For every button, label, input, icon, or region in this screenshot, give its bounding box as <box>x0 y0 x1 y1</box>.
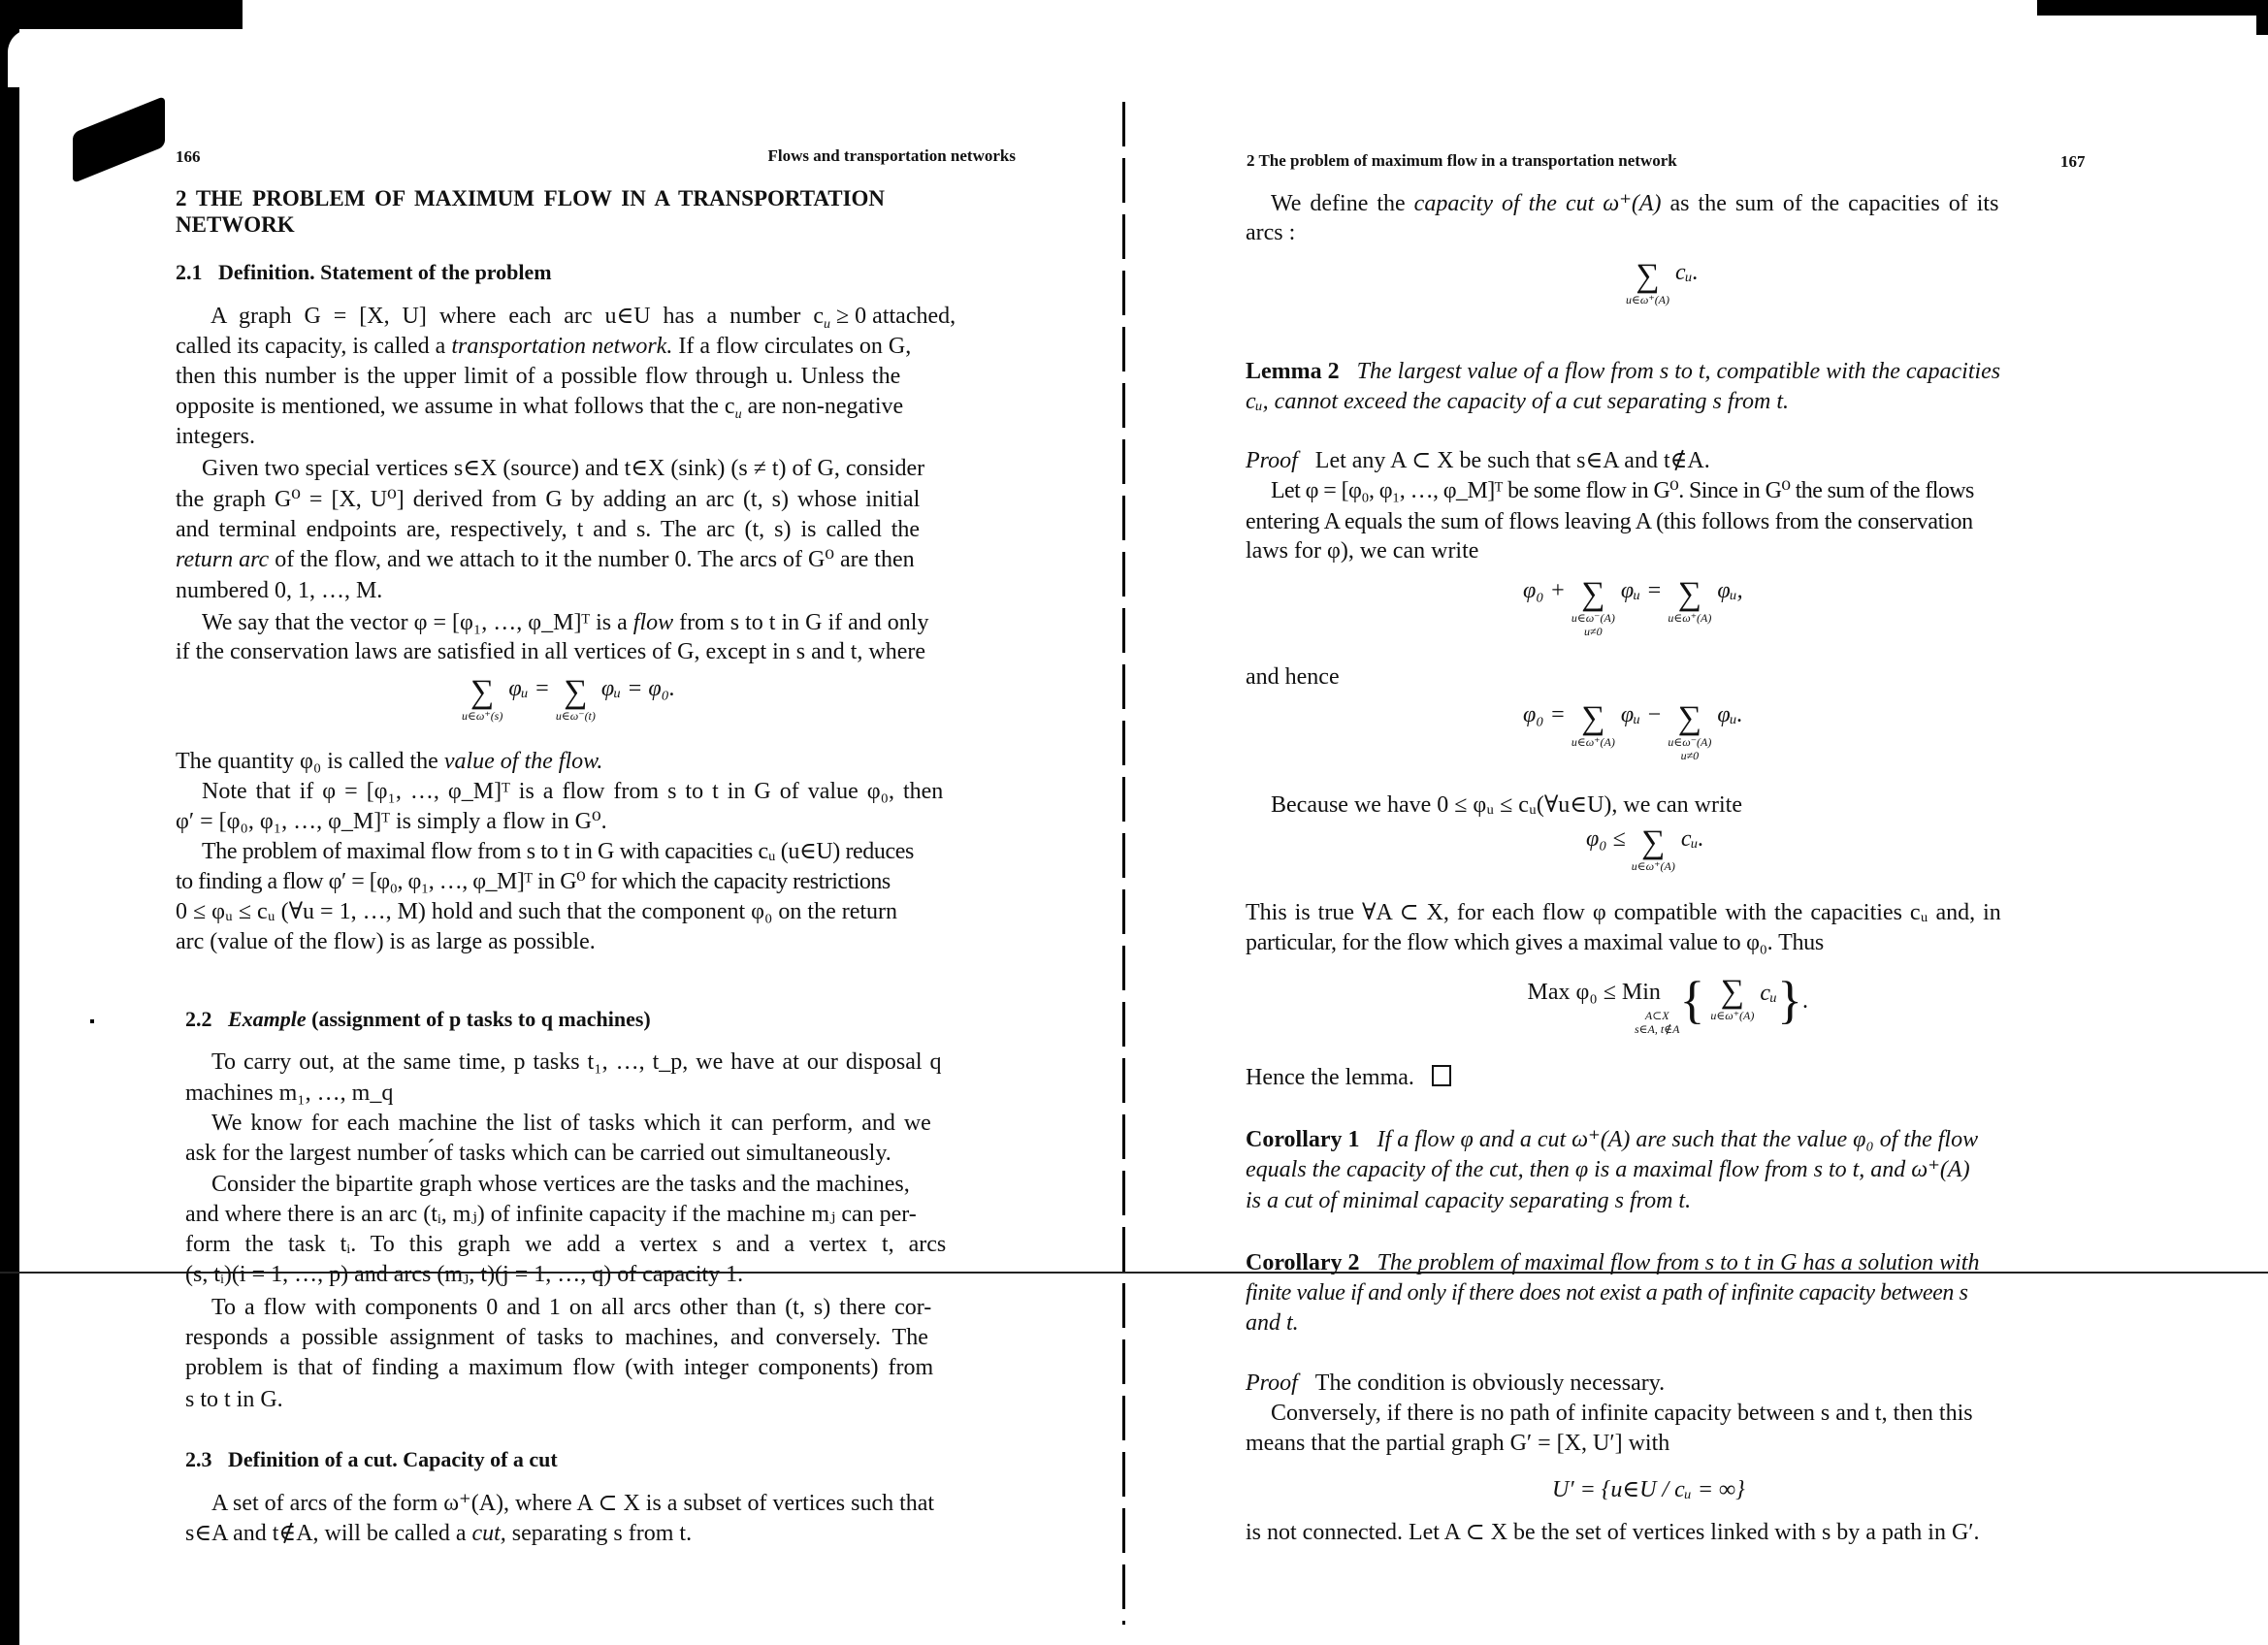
sum-limit: u∈ω⁺(A) <box>1626 293 1670 306</box>
paragraph-line <box>185 1519 692 1548</box>
section-title: Definition of a cut. Capacity of a cut <box>228 1447 558 1471</box>
paragraph-line: problem is that of finding a maximum flow (with integer components) from <box>185 1355 934 1380</box>
paragraph-line: particular, for the flow which gives a maximal value to φ₀. Thus <box>1246 930 1824 955</box>
lemma-label: Lemma 2 <box>1246 359 1340 384</box>
section-heading-2-1 <box>176 258 552 287</box>
equation-flow-value <box>1523 702 1743 762</box>
left-margin-tick <box>0 225 12 227</box>
paragraph-line: arc (value of the flow) is as large as possible. <box>176 929 596 954</box>
paragraph-line: numbered 0, 1, …, M. <box>176 578 383 603</box>
summation: ∑ u∈ω⁺(A) <box>1668 576 1712 625</box>
summation: ∑ u∈ω⁻(A) u≠0 <box>1571 576 1615 638</box>
page-number: 166 <box>176 147 201 166</box>
section-heading-2-2 <box>185 1005 651 1034</box>
chapter-title: 2 THE PROBLEM OF MAXIMUM FLOW IN A TRANSPORTATION <box>176 186 886 210</box>
paragraph-line: A set of arcs of the form ω⁺(A), where A ⊂ X is a subset of vertices such that <box>211 1491 935 1516</box>
text: The quantity φ₀ is called the <box>176 749 438 774</box>
paragraph-line: ask for the largest number ́of tasks which can be carried out simultaneously. <box>185 1141 891 1166</box>
term-italic: return arc <box>176 547 270 572</box>
corollary-2 <box>1246 1248 1979 1277</box>
text: called its capacity, is called a <box>176 334 446 359</box>
min-limit: s∈A, t∉A <box>1635 1022 1680 1036</box>
sum-limit: u∈ω⁺(s) <box>462 709 503 723</box>
corollary-text: The problem of maximal flow from s to t in G has a solution with <box>1377 1250 1980 1275</box>
paragraph-line: laws for φ), we can write <box>1246 538 1479 564</box>
section-number: 2.1 <box>176 260 203 284</box>
paragraph-line <box>176 545 915 574</box>
summation: ∑ u∈ω⁺(A) <box>1626 258 1670 306</box>
paragraph-line <box>1246 1063 1451 1092</box>
paragraph-line: This is true ∀A ⊂ X, for each flow φ compatible with the capacities cᵤ and, in <box>1246 900 2001 925</box>
term-italic: value of the flow. <box>443 749 603 774</box>
term-italic: transportation network. <box>451 334 673 359</box>
corollary-text: finite value if and only if there does not exist a path of infinite capacity between s <box>1246 1280 1968 1306</box>
section-heading-2-3 <box>185 1445 558 1474</box>
sum-limit: u∈ω⁻(t) <box>555 709 596 723</box>
sum-limit: u∈ω⁻(A) <box>1571 611 1615 625</box>
corollary-label: Corollary 2 <box>1246 1250 1360 1275</box>
paragraph-line: Because we have 0 ≤ φᵤ ≤ cᵤ(∀u∈U), we can write <box>1271 792 1742 818</box>
paragraph-line: We know for each machine the list of tasks which it can perform, and we <box>211 1111 931 1136</box>
paragraph-line: integers. <box>176 424 255 449</box>
left-margin-dot <box>90 1019 94 1023</box>
text: If a flow circulates on G, <box>678 334 912 359</box>
text: We say that the vector φ = [φ₁, …, φ_M]ᵀ is a <box>202 610 628 635</box>
left-brace: { <box>1679 971 1705 1029</box>
section-number: 2.2 <box>185 1007 212 1031</box>
paragraph-line: entering A equals the sum of flows leaving A (this follows from the conservation <box>1246 509 1973 534</box>
equation-cut-capacity <box>1620 260 1699 306</box>
section-title: Definition. Statement of the problem <box>218 260 552 284</box>
summation: ∑ u∈ω⁻(A) u≠0 <box>1668 700 1712 762</box>
text: The condition is obviously necessary. <box>1314 1371 1666 1396</box>
corollary-text: equals the capacity of the cut, then φ is a maximal flow from s to t, and ω⁺(A) <box>1246 1157 1970 1182</box>
paragraph-line: arcs : <box>1246 220 1296 245</box>
qed-box-icon <box>1432 1065 1451 1086</box>
eq-term: φᵤ. <box>1717 702 1743 727</box>
paragraph-line: and hence <box>1246 664 1340 690</box>
section-title-italic: Example <box>228 1007 307 1031</box>
paragraph-line: if the conservation laws are satisfied in all vertices of G, except in s and t, where <box>176 639 926 664</box>
paragraph-line: The problem of maximal flow from s to t in G with capacities cᵤ (u∈U) reduces <box>202 839 914 864</box>
page-corner-curve <box>8 29 66 87</box>
corollary-text: If a flow φ and a cut ω⁺(A) are such that the value φ₀ of the flow <box>1377 1127 1979 1152</box>
sum-limit: u∈ω⁺(A) <box>1571 735 1615 749</box>
proof-label: Proof <box>1246 1371 1298 1396</box>
text: ≥ 0 attached, <box>836 304 956 329</box>
corollary-text: and t. <box>1246 1310 1299 1336</box>
paragraph-line: and terminal endpoints are, respectively, t and s. The arc (t, s) is called the <box>176 517 921 542</box>
summation: ∑ u∈ω⁺(A) <box>1710 974 1755 1022</box>
paragraph-line: responds a possible assignment of tasks to machines, and conversely. The <box>185 1325 928 1350</box>
term-italic: capacity of the cut ω⁺(A) <box>1413 191 1662 216</box>
chapter-title-cont: NETWORK <box>176 212 295 237</box>
paragraph-line: and where there is an arc (tᵢ, mⱼ) of infinite capacity if the machine mⱼ can per- <box>185 1202 917 1227</box>
running-head: Flows and transportation networks <box>767 146 1016 165</box>
paragraph-line: To a flow with components 0 and 1 on all arcs other than (t, s) there cor- <box>211 1295 932 1320</box>
paragraph-line: s to t in G. <box>185 1387 283 1412</box>
paragraph-line: A graph G = [X, U] where each arc u∈U has a number $c_u \ge 0$ attached, <box>211 304 956 332</box>
proof-line <box>1246 1369 1665 1398</box>
term-italic: flow <box>632 610 674 635</box>
paragraph-line: then this number is the upper limit of a possible flow through u. Unless the <box>176 364 901 389</box>
section-title: (assignment of p tasks to q machines) <box>311 1007 651 1031</box>
eq-term: φ₀ ≤ <box>1586 826 1626 852</box>
paragraph-line: (s, tᵢ)(i = 1, …, p) and arcs (mⱼ, t)(j = 1, …, q) of capacity 1. <box>185 1262 744 1287</box>
text: Let any A ⊂ X be such that s∈A and t∉A. <box>1314 448 1710 473</box>
summation: ∑ u∈ω⁺(s) <box>462 674 503 723</box>
book-gutter-line <box>1122 102 1125 1625</box>
paragraph-line: 0 ≤ φᵤ ≤ cᵤ (∀u = 1, …, M) hold and such that the component φ₀ on the return <box>176 899 898 924</box>
paragraph-line: Let φ = [φ₀, φ₁, …, φ_M]ᵀ be some flow in G⁰. Since in G⁰ the sum of the flows <box>1271 478 1974 503</box>
text: as the sum of the capacities of its <box>1669 191 1999 216</box>
equation-flow-balance <box>1523 578 1743 638</box>
sum-limit: u≠0 <box>1584 625 1603 638</box>
paragraph-line: φ′ = [φ₀, φ₁, …, φ_M]ᵀ is simply a flow in G⁰. <box>176 809 607 834</box>
min-limit: A⊂X <box>1644 1009 1669 1022</box>
text: are non-negative <box>747 394 904 419</box>
proof-label: Proof <box>1246 448 1298 473</box>
sum-limit: u∈ω⁻(A) <box>1668 735 1712 749</box>
paragraph-line: to finding a flow φ′ = [φ₀, φ₁, …, φ_M]ᵀ in G⁰ for which the capacity restrictions <box>176 869 891 894</box>
paragraph-line: opposite is mentioned, we assume in what follows that the $c_u$ are non-negative <box>176 394 904 422</box>
paragraph-line <box>202 608 928 637</box>
text: Hence the lemma. <box>1246 1065 1414 1090</box>
text: separating s from t. <box>511 1521 693 1546</box>
paragraph-line: the graph G⁰ = [X, U⁰] derived from G by adding an arc (t, s) whose initial <box>176 487 921 512</box>
paragraph-line: Given two special vertices s∈X (source) and t∈X (sink) (s ≠ t) of G, consider <box>202 456 925 481</box>
text: opposite is mentioned, we assume in what follows that the c <box>176 394 735 419</box>
text: A graph G = [X, U] where each arc u∈U has a number c <box>211 304 824 329</box>
lemma-2 <box>1246 357 2000 386</box>
scan-artifact-top-right <box>2037 0 2268 16</box>
paragraph-line <box>1271 189 1998 218</box>
running-head: 2 The problem of maximum flow in a transportation network <box>1247 151 1677 170</box>
paragraph-line: Note that if φ = [φ₁, …, φ_M]ᵀ is a flow from s to t in G of value φ₀, then <box>202 779 944 804</box>
scan-artifact-top-left <box>0 0 243 29</box>
eq-term: φ₀ + <box>1523 578 1566 603</box>
paragraph-line: To carry out, at the same time, p tasks t₁, …, t_p, we have at our disposal q <box>211 1049 942 1075</box>
text: We define the <box>1271 191 1406 216</box>
eq-term: φᵤ, <box>1717 578 1743 603</box>
corollary-label: Corollary 1 <box>1246 1127 1360 1152</box>
right-brace: } <box>1777 971 1802 1029</box>
paragraph-line <box>176 332 911 361</box>
sum-limit: u∈ω⁺(A) <box>1668 611 1712 625</box>
eq-term: φ₀ = <box>1523 702 1566 727</box>
eq-term: φᵤ = φ₀. <box>600 676 676 701</box>
paragraph-line: machines m₁, …, m_q <box>185 1081 394 1106</box>
equation-max-min: Max φ₀ ≤ Min A⊂X s∈A, t∉A { ∑ u∈ω⁺(A) cᵤ}. <box>1508 976 1808 1036</box>
sum-limit: u≠0 <box>1680 749 1700 762</box>
lemma-text: cᵤ, cannot exceed the capacity of a cut separating s from t. <box>1246 389 1789 414</box>
max-min-lead <box>1508 976 1679 1036</box>
text: of the flow, and we attach to it the number 0. The arcs of G⁰ are then <box>275 547 915 572</box>
eq-term: φᵤ = <box>508 676 550 701</box>
scan-artifact-right-corner <box>2256 10 2268 35</box>
equation-conservation <box>456 676 675 723</box>
sum-limit: u∈ω⁺(A) <box>1631 859 1675 873</box>
equation-infinite-arcs: U′ = {u∈U / cᵤ = ∞} <box>1552 1477 1745 1502</box>
paragraph-line: means that the partial graph G′ = [X, U′] with <box>1246 1431 1670 1456</box>
paragraph-line: is not connected. Let A ⊂ X be the set of vertices linked with s by a path in G′. <box>1246 1520 1980 1545</box>
eq-term: φᵤ − <box>1620 702 1663 727</box>
summation: ∑ u∈ω⁻(t) <box>555 674 596 723</box>
corollary-text: is a cut of minimal capacity separating s from t. <box>1246 1188 1692 1213</box>
eq-term: cᵤ <box>1760 981 1778 1006</box>
scan-artifact-page-corner <box>0 29 19 1645</box>
paragraph-line: Conversely, if there is no path of infinite capacity between s and t, then this <box>1271 1401 1973 1426</box>
eq-term: Max φ₀ ≤ Min <box>1527 980 1661 1005</box>
section-number: 2.3 <box>185 1447 212 1471</box>
paragraph-line <box>176 747 602 776</box>
equation-bound <box>1586 826 1704 873</box>
lemma-text: The largest value of a flow from s to t, compatible with the capacities <box>1356 359 2001 384</box>
text: s∈A and t∉A, will be called a <box>185 1521 467 1546</box>
summation: ∑ u∈ω⁺(A) <box>1631 824 1675 873</box>
term-italic: cut, <box>471 1521 506 1546</box>
eq-term: cᵤ. <box>1675 260 1699 285</box>
scan-artifact-blot <box>73 96 165 183</box>
page-number: 167 <box>2060 152 2086 171</box>
paragraph-line: form the task tᵢ. To this graph we add a vertex s and a vertex t, arcs <box>185 1232 947 1257</box>
corollary-1 <box>1246 1125 1978 1154</box>
text: from s to t in G if and only <box>679 610 929 635</box>
summation: ∑ u∈ω⁺(A) <box>1571 700 1615 749</box>
paragraph-line: Consider the bipartite graph whose vertices are the tasks and the machines, <box>211 1172 910 1197</box>
eq-term: φᵤ = <box>1620 578 1663 603</box>
sum-limit: u∈ω⁺(A) <box>1710 1009 1755 1022</box>
proof-line <box>1246 446 1710 475</box>
eq-term: cᵤ. <box>1680 826 1704 852</box>
